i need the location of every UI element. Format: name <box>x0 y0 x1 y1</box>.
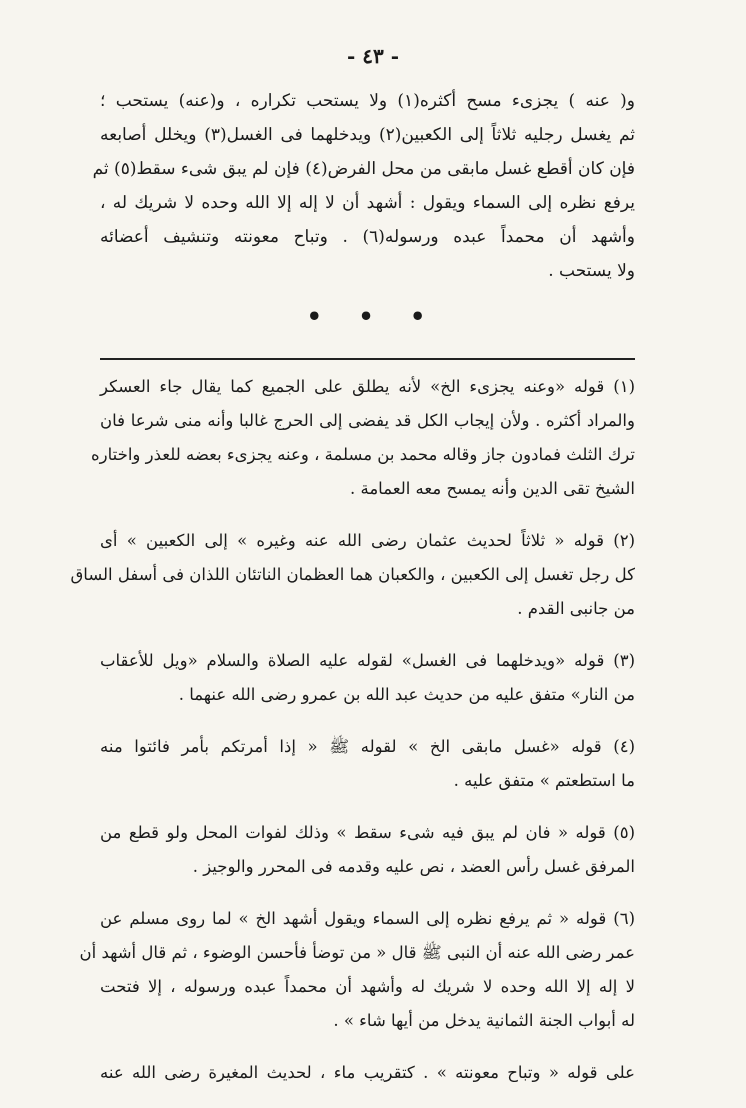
footnote-divider <box>100 358 635 360</box>
footnote-line: (٢) قوله « ثلاثاً لحديث عثمان رضى الله عنه وغيره » إلى الكعبين » أى <box>100 531 635 550</box>
footnote-1 <box>91 370 635 506</box>
footnote-line: ترك الثلث فمادون جاز وقاله محمد بن مسلمة ، وعنه يجزىء بعضه للعذر واختاره <box>91 445 635 464</box>
main-text-line: و( عنه ) يجزىء مسح أكثره(١) ولا يستحب تكراره ، و(عنه) يستحب ؛ <box>100 91 635 111</box>
footnote-line: على قوله « وتباح معونته » . كتقريب ماء ، لحديث المغيرة رضى الله عنه <box>100 1063 635 1082</box>
footnotes-block <box>70 370 635 1108</box>
footnote-continuation <box>100 1056 635 1090</box>
footnote-line: ما استطعتم » متفق عليه . <box>453 771 635 790</box>
main-text-line: ثم يغسل رجليه ثلاثاً إلى الكعبين(٢) ويدخلهما فى الغسل(٣) ويخلل أصابعه <box>100 125 636 145</box>
footnote-line: (٣) قوله «ويدخلهما فى الغسل» لقوله عليه الصلاة والسلام «ويل للأعقاب <box>100 651 635 670</box>
main-text-line: وأشهد أن محمداً عبده ورسوله(٦) . وتباح معونته وتنشيف أعضائه <box>100 227 635 247</box>
main-text-line: ولا يستحب . <box>548 261 635 281</box>
footnote-5 <box>100 816 635 884</box>
footnote-line: والمراد أكثره . ولأن إيجاب الكل قد يفضى إلى الحرج غالبا وأنه منى شرعا فان <box>100 411 635 430</box>
footnote-line: من النار» متفق عليه من حديث عبد الله بن عمرو رضى الله عنهما . <box>178 685 635 704</box>
section-separator: • • • <box>306 302 440 331</box>
footnote-line: لا إله إلا الله وحده لا شريك له وأشهد أن محمداً عبده ورسوله ، إلا فتحت <box>100 977 635 996</box>
page-number: - ٤٣ - <box>346 44 399 68</box>
footnote-line: الشيخ تقى الدين وأنه يمسح معه العمامة . <box>350 479 635 498</box>
footnote-line: (٤) قوله «غسل مابقى الخ » لقوله ﷺ « إذا أمرتكم بأمر فائتوا منه <box>100 737 635 756</box>
main-text-line: يرفع نظره إلى السماء ويقول : أشهد أن لا إله إلا الله وحده لا شريك له ، <box>100 193 635 213</box>
footnote-line: له أبواب الجنة الثمانية يدخل من أيها شاء » . <box>333 1011 635 1030</box>
footnote-line: من جانبى القدم . <box>517 599 635 618</box>
footnote-4 <box>100 730 635 798</box>
footnote-6 <box>79 902 635 1038</box>
footnote-line: المرفق غسل رأس العضد ، نص عليه وقدمه فى المحرر والوجيز . <box>192 857 635 876</box>
footnote-line: (١) قوله «وعنه يجزىء الخ» لأنه يطلق على الجميع كما يقال جاء العسكر <box>100 377 635 396</box>
main-text-block <box>92 84 636 288</box>
footnote-line: (٥) قوله « فان لم يبق فيه شىء سقط » وذلك لفوات المحل ولو قطع من <box>100 823 635 842</box>
footnote-line: عمر رضى الله عنه أن النبى ﷺ قال « من توضأ فأحسن الوضوء ، ثم قال أشهد أن <box>79 943 635 962</box>
footnote-3 <box>100 644 635 712</box>
footnote-line: (٦) قوله « ثم يرفع نظره إلى السماء ويقول أشهد الخ » لما روى مسلم عن <box>100 909 635 928</box>
footnote-line: كل رجل تغسل إلى الكعبين ، والكعبان هما العظمان الناتئان اللذان فى أسفل الساق <box>70 565 635 584</box>
footnote-2 <box>70 524 635 626</box>
main-text-line: فإن كان أقطع غسل مابقى من محل الفرض(٤) فإن لم يبق شىء سقط(٥) ثم <box>92 159 635 179</box>
